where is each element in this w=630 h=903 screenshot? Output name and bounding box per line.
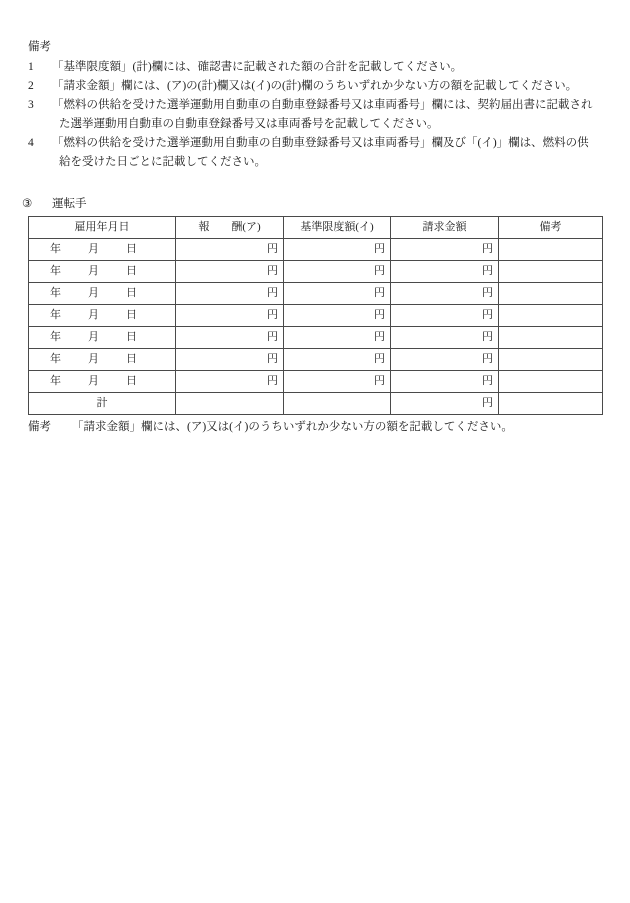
note-line: 「請求金額」欄には、(ア)の(計)欄又は(イ)の(計)欄のうちいずれか少ない方の額を記載してください。 — [52, 80, 578, 92]
cell-employment-date[interactable] — [29, 261, 176, 283]
cell-claim-amount[interactable]: 円 — [391, 283, 499, 305]
table-row[interactable] — [29, 327, 603, 349]
date-year-label: 年 — [50, 353, 61, 365]
cell-reward[interactable]: 円 — [176, 239, 284, 261]
note-number: 2 — [28, 80, 34, 92]
cell-employment-date[interactable] — [29, 327, 176, 349]
date-month-label: 月 — [88, 243, 99, 255]
table-row[interactable] — [29, 305, 603, 327]
table-row[interactable] — [29, 239, 603, 261]
date-day-label: 日 — [126, 353, 137, 365]
note-text — [52, 134, 606, 172]
cell-standard-limit[interactable]: 円 — [284, 305, 391, 327]
driver-expense-table — [28, 216, 603, 415]
note-number: 4 — [28, 137, 34, 149]
cell-remarks[interactable] — [499, 261, 603, 283]
notes-block — [28, 38, 606, 172]
date-month-label: 月 — [88, 309, 99, 321]
cell-remarks[interactable] — [499, 371, 603, 393]
table-total-row — [29, 393, 603, 415]
footer-remark — [28, 418, 513, 437]
cell-remarks[interactable] — [499, 239, 603, 261]
date-day-label: 日 — [126, 287, 137, 299]
cell-reward[interactable]: 円 — [176, 283, 284, 305]
cell-reward[interactable]: 円 — [176, 349, 284, 371]
table-row[interactable] — [29, 371, 603, 393]
note-line-continuation: 給を受けた日ごとに記載してください。 — [59, 156, 266, 168]
date-year-label: 年 — [50, 265, 61, 277]
note-number: 3 — [28, 99, 34, 111]
cell-standard-limit[interactable]: 円 — [284, 283, 391, 305]
header-reward-right: 酬(ア) — [231, 221, 261, 233]
cell-employment-date[interactable] — [29, 305, 176, 327]
header-reward-left: 報 — [198, 221, 210, 233]
footer-remark-label: 備考 — [28, 421, 51, 433]
cell-total-remarks[interactable] — [499, 393, 603, 415]
cell-employment-date[interactable] — [29, 239, 176, 261]
note-line: 「燃料の供給を受けた選挙運動用自動車の自動車登録番号又は車両番号」欄には、契約届出書に記載され — [52, 99, 593, 111]
cell-remarks[interactable] — [499, 283, 603, 305]
table-row[interactable] — [29, 349, 603, 371]
cell-claim-amount[interactable]: 円 — [391, 305, 499, 327]
date-month-label: 月 — [88, 353, 99, 365]
note-item-4 — [28, 134, 606, 172]
table-row[interactable] — [29, 283, 603, 305]
cell-total-claim-amount[interactable]: 円 — [391, 393, 499, 415]
section-heading — [22, 196, 87, 212]
date-month-label: 月 — [88, 375, 99, 387]
cell-employment-date[interactable] — [29, 371, 176, 393]
cell-standard-limit[interactable]: 円 — [284, 239, 391, 261]
cell-total-reward[interactable] — [176, 393, 284, 415]
notes-heading: 備考 — [28, 41, 51, 53]
note-item-2 — [28, 77, 606, 96]
footer-remark-text: 「請求金額」欄には、(ア)又は(イ)のうちいずれか少ない方の額を記載してください。 — [72, 421, 513, 433]
cell-reward[interactable]: 円 — [176, 327, 284, 349]
date-year-label: 年 — [50, 287, 61, 299]
cell-reward[interactable]: 円 — [176, 305, 284, 327]
cell-reward[interactable]: 円 — [176, 371, 284, 393]
header-employment-date: 雇用年月日 — [29, 217, 176, 239]
cell-reward[interactable]: 円 — [176, 261, 284, 283]
date-year-label: 年 — [50, 243, 61, 255]
section-marker: ③ — [22, 198, 33, 210]
note-line-continuation: た選挙運動用自動車の自動車登録番号又は車両番号を記載してください。 — [59, 118, 439, 130]
cell-claim-amount[interactable]: 円 — [391, 239, 499, 261]
note-item-3 — [28, 96, 606, 134]
note-number: 1 — [28, 61, 34, 73]
note-text — [52, 96, 606, 134]
table-header-row — [29, 217, 603, 239]
cell-remarks[interactable] — [499, 327, 603, 349]
note-line: 「燃料の供給を受けた選挙運動用自動車の自動車登録番号又は車両番号」欄及び「(イ)」欄は、燃料の供 — [52, 137, 589, 149]
date-month-label: 月 — [88, 265, 99, 277]
cell-standard-limit[interactable]: 円 — [284, 349, 391, 371]
header-standard-limit: 基準限度額(イ) — [284, 217, 391, 239]
cell-remarks[interactable] — [499, 349, 603, 371]
date-year-label: 年 — [50, 331, 61, 343]
note-line: 「基準限度額」(計)欄には、確認書に記載された額の合計を記載してください。 — [52, 61, 463, 73]
cell-claim-amount[interactable]: 円 — [391, 349, 499, 371]
note-text — [52, 58, 606, 77]
date-day-label: 日 — [126, 265, 137, 277]
cell-claim-amount[interactable]: 円 — [391, 261, 499, 283]
cell-employment-date[interactable] — [29, 283, 176, 305]
section-title: 運転手 — [52, 198, 87, 210]
date-year-label: 年 — [50, 309, 61, 321]
date-day-label: 日 — [126, 309, 137, 321]
table-row[interactable] — [29, 261, 603, 283]
header-reward — [176, 217, 284, 239]
cell-standard-limit[interactable]: 円 — [284, 261, 391, 283]
cell-claim-amount[interactable]: 円 — [391, 327, 499, 349]
date-year-label: 年 — [50, 375, 61, 387]
date-day-label: 日 — [126, 331, 137, 343]
date-day-label: 日 — [126, 375, 137, 387]
cell-total-label: 計 — [29, 393, 176, 415]
header-remarks: 備考 — [499, 217, 603, 239]
header-claim-amount: 請求金額 — [391, 217, 499, 239]
note-text — [52, 77, 606, 96]
cell-claim-amount[interactable]: 円 — [391, 371, 499, 393]
cell-standard-limit[interactable]: 円 — [284, 327, 391, 349]
driver-expense-table-wrapper — [28, 216, 602, 415]
cell-total-standard-limit[interactable] — [284, 393, 391, 415]
date-month-label: 月 — [88, 331, 99, 343]
cell-standard-limit[interactable]: 円 — [284, 371, 391, 393]
cell-remarks[interactable] — [499, 305, 603, 327]
date-month-label: 月 — [88, 287, 99, 299]
date-day-label: 日 — [126, 243, 137, 255]
table-body — [29, 239, 603, 415]
note-item-1 — [28, 58, 606, 77]
cell-employment-date[interactable] — [29, 349, 176, 371]
